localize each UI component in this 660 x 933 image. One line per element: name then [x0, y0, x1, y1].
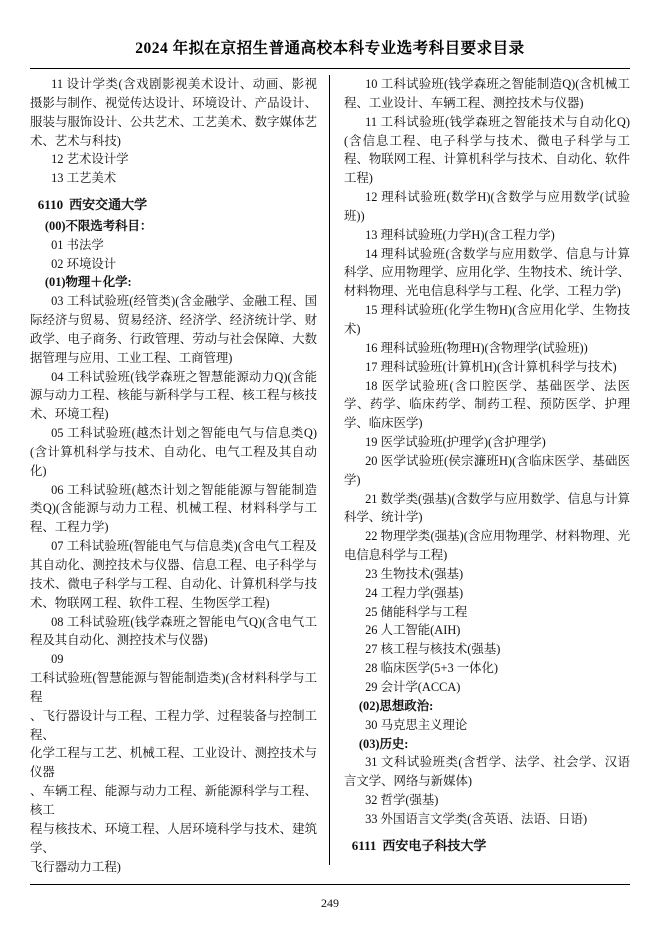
major-entry: 24 工程力学(强基) [365, 585, 464, 600]
university-heading [30, 195, 317, 215]
major-entry: 10 工科试验班(钱学森班之智能制造Q)(含机械工程、工业设计、车辆工程、测控技术与仪器) [344, 77, 630, 110]
subject-requirement-heading: (01)物理＋化学: [44, 275, 132, 290]
major-entry: 20 医学试验班(侯宗濂班H)(含临床医学、基础医学) [344, 453, 630, 487]
major-entry: 08 工科试验班(钱学森班之智能电气Q)(含电气工程及其自动化、测控技术与仪器) [30, 614, 317, 648]
major-entry: 26 人工智能(AIH) [365, 623, 461, 638]
major-entry: 25 储能科学与工程 [365, 604, 468, 619]
major-entry: 06 工科试验班(越杰计划之智能能源与智能制造类Q)(含能源与动力工程、机械工程、材料科学与工程、工程力学) [30, 482, 317, 535]
major-entry: 07 工科试验班(智能电气与信息类)(含电气工程及其自动化、测控技术与仪器、信息工程、电子科学与技术、微电子科学与工程、自动化、计算机科学与技术、物联网工程、软件工程、生物医学工程) [30, 539, 317, 610]
major-entry: 工科试验班(智慧能源与智能制造类)(含材料科学与工程 [30, 671, 317, 704]
major-entry: 、车辆工程、能源与动力工程、新能源科学与工程、核工 [30, 784, 317, 817]
major-entry: 04 工科试验班(钱学森班之智慧能源动力Q)(含能源与动力工程、核能与新科学与工程、核工程与核技术、环境工程) [30, 369, 317, 422]
major-entry: 14 理科试验班(含数学与应用数学、信息与计算科学、应用物理学、应用化学、生物技术、统计学、材料物理、光电信息科学与工程、化学、工程力学) [344, 246, 630, 299]
major-entry: 11 设计学类(含戏剧影视美术设计、动画、影视摄影与制作、视觉传达设计、环境设计、产品设计、服装与服饰设计、公共艺术、工艺美术、数字媒体艺术、艺术与科技) [30, 77, 317, 148]
major-entry: 12 艺术设计学 [51, 152, 129, 167]
major-entry: 30 马克思主义理论 [365, 717, 468, 732]
major-entry: 21 数学类(强基)(含数学与应用数学、信息与计算科学、统计学) [344, 491, 630, 525]
right-column [330, 75, 630, 865]
major-entry: 29 会计学(ACCA) [365, 680, 461, 694]
subject-requirement-heading: (00)不限选考科目： [44, 218, 153, 233]
subject-requirement-heading: (03)历史: [358, 736, 409, 751]
left-column [30, 75, 330, 874]
major-entry: 03 工科试验班(经管类)(含金融学、金融工程、国际经济与贸易、贸易经济、经济学、经济统计学、财政学、电子商务、行政管理、劳动与社会保障、大数据管理与应用、工业工程、工商管理) [30, 294, 317, 365]
major-entry: 28 临床医学(5+3 一体化) [365, 661, 499, 676]
footer-divider [30, 884, 630, 885]
major-entry: 15 理科试验班(化学生物H)(含应用化学、生物技术) [344, 303, 630, 336]
major-entry: 13 理科试验班(力学H)(含工程力学) [365, 227, 555, 242]
major-entry: 02 环境设计 [51, 256, 117, 271]
major-entry: 19 医学试验班(护理学)(含护理学) [365, 435, 546, 450]
major-entry: 11 工科试验班(钱学森班之智能技术与自动化Q)(含信息工程、电子科学与技术、微电子科学与工程、物联网工程、计算机科学与技术、自动化、软件工程) [344, 114, 630, 186]
major-entry: 17 理科试验班(计算机H)(含计算机科学与技术) [365, 359, 617, 374]
major-entry: 22 物理学类(强基)(含应用物理学、材料物理、光电信息科学与工程) [344, 529, 630, 563]
major-entry: 33 外国语言文学类(含英语、法语、日语) [365, 811, 588, 826]
major-entry: 12 理科试验班(数学H)(含数学与应用数学(试验班)) [344, 190, 630, 223]
major-entry: 程与核技术、环境工程、人居环境科学与技术、建筑学、 [30, 821, 317, 855]
major-entry: 18 医学试验班(含口腔医学、基础医学、法医学、药学、临床药学、制药工程、预防医学、护理学、临床医学) [344, 378, 630, 431]
university-name: 西安电子科技大学 [382, 837, 487, 853]
university-name: 西安交通大学 [69, 197, 148, 213]
major-entry: 化学工程与工艺、机械工程、工业设计、测控技术与仪器 [30, 746, 317, 780]
major-entry: 31 文科试验班类(含哲学、法学、社会学、汉语言文学、网络与新媒体) [344, 755, 630, 789]
major-entry: 05 工科试验班(越杰计划之智能电气与信息类Q)(含计算机科学与技术、自动化、电气工程及其自动化) [30, 426, 317, 478]
major-entry: 、飞行器设计与工程、工程力学、过程装备与控制工程、 [30, 708, 317, 742]
subject-requirement-heading: (02)思想政治: [358, 698, 434, 713]
major-entry: 32 哲学(强基) [365, 793, 439, 808]
two-column-body [30, 75, 630, 874]
header-divider [30, 68, 630, 69]
major-entry: 01 书法学 [51, 237, 104, 252]
university-code: 6110 [37, 197, 64, 213]
major-entry: 16 理科试验班(物理H)(含物理学(试验班)) [365, 340, 588, 355]
major-entry: 13 工艺美术 [51, 171, 117, 186]
major-entry: 27 核工程与核技术(强基) [365, 642, 501, 657]
major-entry: 09 [51, 652, 64, 667]
major-entry: 飞行器动力工程) [30, 859, 121, 874]
university-heading [344, 836, 630, 856]
university-code: 6111 [351, 837, 377, 853]
page-title: 2024 年拟在京招生普通高校本科专业选考科目要求目录 [135, 40, 525, 57]
page-number: 249 [321, 896, 339, 910]
major-entry: 23 生物技术(强基) [365, 566, 464, 581]
